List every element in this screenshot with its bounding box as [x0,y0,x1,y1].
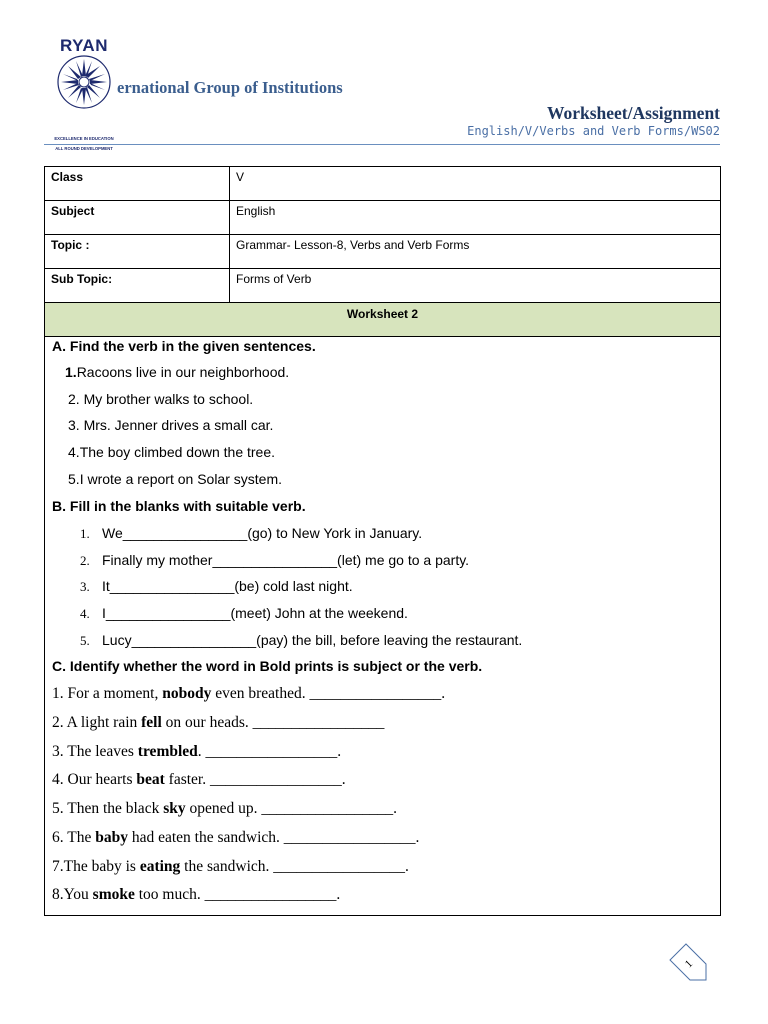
section-a-heading: A. Find the verb in the given sentences. [52,338,316,354]
section-a-item [68,391,253,407]
item-number: 1. [65,364,77,380]
section-c-item [52,858,409,876]
item-text: Finally my mother________________(let) me go to a party. [102,552,470,568]
worksheet-heading-row [45,303,721,337]
worksheet-heading: Worksheet 2 [45,303,721,337]
item-text-pre: 6. The [52,829,96,846]
item-text-post: opened up. _________________. [185,800,397,817]
info-value: Forms of Verb [230,269,721,303]
section-a-item [68,417,273,433]
worksheet-subtitle: English/V/Verbs and Verb Forms/WS02 [467,124,720,138]
item-text: I________________(meet) John at the weekend. [102,605,408,621]
item-text: We________________(go) to New York in January. [102,525,423,541]
section-a-item [68,471,282,487]
logo-tagline: EXCELLENCE IN EDUCATION [54,136,114,141]
section-a-item [68,444,275,460]
section-c-item [52,714,384,732]
worksheet-body [44,337,721,916]
info-value: Grammar- Lesson-8, Verbs and Verb Forms [230,235,721,269]
item-bold-word: beat [136,771,165,788]
item-text-pre: 4. Our hearts [52,771,137,788]
item-bold-word: smoke [92,886,135,903]
section-b-item [80,632,522,649]
item-number: 1. [80,526,90,541]
info-label: Class [45,167,230,201]
sunburst-logo-icon [56,54,112,110]
section-c-item [52,800,397,818]
info-value: V [230,167,721,201]
item-bold-word: eating [139,858,181,875]
item-text: My brother walks to school. [79,391,254,407]
item-text: Racoons live in our neighborhood. [76,364,290,380]
item-number: 5. [68,471,80,487]
section-c-item [52,886,340,904]
item-bold-word: trembled [137,743,198,760]
item-text-pre: 1. For a moment, [52,685,163,702]
item-number: 5. [80,633,90,648]
section-b-item [80,605,408,622]
item-text-pre: 7.The baby is [52,858,140,875]
logo-text: RYAN [60,36,108,55]
item-text-pre: 3. The leaves [52,743,138,760]
section-b-item [80,578,353,595]
item-number: 4. [68,444,80,460]
info-label: Subject [45,201,230,235]
item-text: Lucy________________(pay) the bill, before leaving the restaurant. [102,632,523,648]
item-text-post: even breathed. _________________. [211,685,446,702]
info-row [45,201,721,235]
item-text: The boy climbed down the tree. [79,444,276,460]
info-table [44,166,721,337]
item-text: Mrs. Jenner drives a small car. [79,417,274,433]
item-text: I wrote a report on Solar system. [79,471,282,487]
item-text-pre: 5. Then the black [52,800,164,817]
page-number-badge [668,942,708,982]
item-text-pre: 8.You [52,886,93,903]
logo-tagline: ALL ROUND DEVELOPMENT [55,146,113,151]
item-text-post: too much. _________________. [134,886,341,903]
item-number: 2. [68,391,80,407]
info-row [45,167,721,201]
item-text-post: . _________________. [197,743,342,760]
page-number: 1 [682,957,696,971]
item-bold-word: nobody [162,685,212,702]
item-bold-word: sky [163,800,186,817]
section-c-item [52,685,445,703]
section-b-item [80,525,422,542]
item-text-pre: 2. A light rain [52,714,142,731]
header-divider [44,144,720,145]
section-b-heading: B. Fill in the blanks with suitable verb. [52,498,306,514]
item-bold-word: fell [141,714,162,731]
organization-name: ernational Group of Institutions [117,78,343,97]
item-number: 4. [80,606,90,621]
section-b-item [80,552,469,569]
section-a-item [65,364,289,380]
item-text-post: on our heads. _________________ [161,714,385,731]
school-logo [52,36,116,151]
item-text-post: had eaten the sandwich. _________________. [127,829,420,846]
item-text-post: the sandwich. _________________. [180,858,409,875]
info-label: Sub Topic: [45,269,230,303]
info-value: English [230,201,721,235]
section-c-item [52,771,346,789]
worksheet-title: Worksheet/Assignment [546,103,720,123]
item-number: 3. [80,579,90,594]
item-number: 3. [68,417,80,433]
info-label: Topic : [45,235,230,269]
item-number: 2. [80,553,90,568]
item-text-post: faster. _________________. [164,771,346,788]
item-text: It________________(be) cold last night. [102,578,353,594]
section-c-item [52,743,341,761]
item-bold-word: baby [95,829,128,846]
info-row [45,235,721,269]
section-c-item [52,829,419,847]
section-c-heading: C. Identify whether the word in Bold prints is subject or the verb. [52,658,483,674]
info-row [45,269,721,303]
